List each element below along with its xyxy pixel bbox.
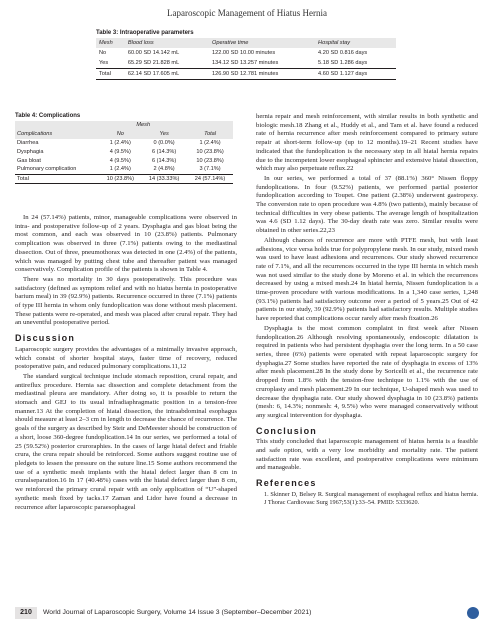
table-row bbox=[15, 147, 233, 156]
paragraph: In 24 (57.14%) patients, minor, manageable complications were observed in intra- and postoperative follow-up of 2 years. Dysphagia and gas bloat being the most common, and each was observed in 10 (23.8%) patients. Pulmonary complication was observed in three (7.1%) patients owing to the mediastinal dissection. Out of three, pneumothorax was detected in one (2.4%) of the patients, which was managed by putting chest tube and thereafter patient was managed conservatively. Complication profile of the patients is shown in Table 4. bbox=[15, 214, 237, 274]
table-cell: 60.00 SD 14.142 mL bbox=[127, 50, 180, 56]
table-cell: Yes bbox=[99, 60, 109, 66]
table-cell: 10 (23.8%) bbox=[196, 157, 224, 164]
table-cell: 14 (33.33%) bbox=[141, 174, 187, 184]
table-cell: 126.90 SD 12.781 minutes bbox=[209, 69, 315, 80]
running-head: Laparoscopic Management of Hiatus Hernia bbox=[167, 8, 327, 18]
header-spacer bbox=[15, 121, 99, 130]
column-header: Total bbox=[187, 130, 233, 139]
mesh-group-header: Mesh bbox=[99, 121, 187, 130]
table-cell: 1 (2.4%) bbox=[109, 139, 131, 146]
column-header: Hospital stay bbox=[315, 38, 396, 48]
table-3-caption: Table 3: Intraoperative parameters bbox=[96, 30, 194, 36]
column-header: Mesh bbox=[96, 38, 125, 48]
table-row bbox=[15, 156, 233, 165]
references-heading: References bbox=[256, 478, 317, 489]
table-row-total bbox=[96, 69, 396, 80]
right-column bbox=[256, 113, 478, 508]
table-row bbox=[96, 58, 396, 69]
table-cell: Gas bloat bbox=[17, 157, 41, 164]
conclusion-heading: Conclusion bbox=[256, 425, 317, 436]
table-cell: 6 (14.3%) bbox=[151, 148, 177, 155]
column-header: No bbox=[99, 130, 141, 139]
reference-item: 1. Skinner D, Belsey R. Surgical management of esophageal reflux and hiatus hernia. J Thorac Cardiovasc Surg 1967;53(1):33–54. PMID: 5333620. bbox=[264, 490, 478, 506]
page-footer bbox=[15, 607, 479, 619]
table-cell: 4 (9.5%) bbox=[109, 157, 131, 164]
paragraph: In our series, we performed a total of 37 (88.1%) 360° Nissen floppy fundoplications. In four (9.52%) patients, we performed partial posterior fundoplication according to Toupet. One patient (2.38%) underwent gastropexy. The conversion rate to open procedure was 4.8% (two patients), mainly because of technical difficulties in very obese patients. The average length of hospitalization was 4.6 (SD 1.12 days). The 30-day death rate was zero. Similar results were obtained in other series.22,23 bbox=[256, 174, 478, 235]
paragraph: Although chances of recurrence are more with PTFE mesh, but with least adhesions, vice versa holds true for polypropylene mesh. In our study, mixed mesh was used to have least adhesions and recurrences. Our study showed recurrence rate of 7.1%, and all the recurrences occurred in the type III hernia in which mesh was not used similar to the study done by Moreno et al. in which the recurrences decreased by using a mixed mesh.24 In hiatal hernia, Nissen fundoplication is a time-proven procedure with various modifications. In a 1,340 case series, 1,248 (93.1%) patients had satisfactory outcome over a period of 5 years.25 Out of 42 patients in our study, 39 (92.9%) patients had satisfactory results. Multiple studies have reported that complications occur rarely after mesh fixation.26 bbox=[256, 236, 478, 323]
table-cell: 4.60 SD 1.127 days bbox=[315, 69, 396, 80]
column-header: Operative time bbox=[209, 38, 315, 48]
page-number: 210 bbox=[15, 607, 37, 619]
complications-table bbox=[15, 121, 233, 184]
journal-citation: World Journal of Laparoscopic Surgery, Volume 14 Issue 3 (September–December 2021) bbox=[43, 609, 312, 616]
table-4-caption: Table 4: Complications bbox=[15, 113, 81, 119]
table-cell: 4.20 SD 0.816 days bbox=[318, 50, 368, 56]
table-cell: No bbox=[99, 50, 107, 56]
table-cell: Pulmonary complication bbox=[17, 166, 77, 173]
table-cell: 10 (23.8%) bbox=[99, 174, 141, 184]
table-cell: Diarrhea bbox=[17, 139, 39, 146]
intraoperative-table bbox=[96, 38, 396, 80]
column-header: Complications bbox=[15, 130, 99, 139]
column-header: Yes bbox=[141, 130, 187, 139]
paragraph: This study concluded that laparoscopic management of hiatus hernia is a feasible and safe option, with a very low morbidity and mortality rate. The patient satisfaction rate was excellent, and postoperative complications were minimum and manageable. bbox=[256, 438, 478, 472]
table-cell: 2 (4.8%) bbox=[153, 166, 175, 173]
left-column bbox=[15, 214, 237, 513]
journal-logo-icon bbox=[467, 607, 479, 619]
table-cell: 1 (2.4%) bbox=[199, 139, 221, 146]
paragraph: Laparoscopic surgery provides the advantages of a minimally invasive approach, which consist of shorter hospital stays, faster time of recovery, reduced postoperative pain, and reduced pulmonary complications.11,12 bbox=[15, 345, 237, 371]
header-spacer bbox=[187, 121, 233, 130]
table-3 bbox=[96, 30, 396, 80]
paragraph: There was no mortality in 30 days postoperatively. This procedure was satisfactory (defined as symptom relief and with no hiatus hernia in postoperative barium meal) in 39 (92.9%) patients. Recurrence occurred in three (7.1%) patients of type III hernia in whom only fundoplication was done without mesh placement. These patients were re-operated, and mesh was placed after crural repair. They had an uneventful postoperative period. bbox=[15, 275, 237, 327]
table-row bbox=[15, 165, 233, 174]
table-cell: Total bbox=[96, 69, 125, 80]
table-row-total bbox=[15, 174, 233, 184]
table-row bbox=[96, 48, 396, 58]
table-cell: Dysphagia bbox=[17, 148, 44, 155]
table-cell: 3 (7.1%) bbox=[199, 166, 221, 173]
table-cell: 4 (9.5%) bbox=[109, 148, 131, 155]
table-cell: 0 (0.0%) bbox=[153, 139, 175, 146]
table-cell: 5.18 SD 1.286 days bbox=[318, 60, 368, 66]
table-cell: 1 (2.4%) bbox=[109, 166, 131, 173]
table-cell: 62.14 SD 17.605 mL bbox=[125, 69, 209, 80]
paragraph: hernia repair and mesh reinforcement, with similar results in both synthetic and biologic mesh.18 Zhang et al., Huddy et al., and Tam et al. have found a reduced rate of hernia recurrence after mesh reinforcement compared to primary suture repair at short-term follow-up (up to 12 months).19–21 Recent studies have indicated that the fundoplication is the necessary step in all hiatal hernia repairs due to the incompetent lower esophageal sphincter and extensive hiatal dissection, which may also perpetuate reflux.22 bbox=[256, 113, 478, 173]
table-cell: 6 (14.3%) bbox=[151, 157, 177, 164]
paragraph: The standard surgical technique include stomach reposition, crural repair, and antireflux procedure. Hernia sac dissection and complete detachment from the mediastinal pleura are mandatory. After doing so, it is possible to return the stomach and GEJ to its usual infradiaphragmatic position in a tension-free manner.13 At the completion of hiatal dissection, the intraabdominal esophagus should measure at least 2–3 cm in length to decrease the chance of recurrence. The goals of the surgery as described by Steir and DeMeester should be construction of a short, loose 360-degree fundoplication.14 In our series, we performed a total of 25 (59.52%) posterior cruroraphies. In the cases of large hiatal defect and friable crura, the crura repair should be reinforced. Some authors suggest routine use of pledgets to lessen the pressure on the suture line.15 Some authors recommend the use of a synthetic mesh implants with the hiatal defect larger than 8 cm in cruralseparation.16 In 17 (40.48%) cases with the hiatal defect larger than 8 cm, we reinforced the primary crural repair with an only application of “U”-shaped synthetic mesh fixed by tacks.17 Zaman and Lidor have found a decrease in recurrence after laparoscopic paraesophageal bbox=[15, 372, 237, 511]
table-cell: 122.00 SD 10.00 minutes bbox=[212, 50, 276, 56]
table-cell: Total bbox=[15, 174, 99, 184]
table-4 bbox=[15, 113, 233, 184]
table-cell: 65.29 SD 21.828 mL bbox=[127, 60, 180, 66]
table-cell: 10 (23.8%) bbox=[196, 148, 224, 155]
paragraph: Dysphagia is the most common complaint in first week after Nissen fundoplication.26 Although resolving spontaneously, endoscopic dilatation is required in patients who had persistent dysphagia over the long term. In a 50 case series, three (6%) patients were operated with repeat laparoscopic surgery for dysphagia.27 Some studies have reported the rate of dysphagia in excess of 13% after mesh placement.28 In the study done by Soricelli et al., the recurrence rate dropped from 1.8% with the tension-free technique to 1.1% with the use of cruroplasty and mesh placement.29 In our technique, U-shaped mesh was used to decrease the dysphagia rate. Our study showed dysphagia in 10 (23.8%) patients (mesh: 6, 14.3%; nonmesh: 4, 9.5%) who were managed conservatively without any surgical intervention for dysphagia. bbox=[256, 324, 478, 419]
table-cell: 134.12 SD 13.257 minutes bbox=[212, 60, 279, 66]
discussion-heading: Discussion bbox=[15, 333, 76, 344]
table-row bbox=[15, 139, 233, 148]
column-header: Blood loss bbox=[125, 38, 209, 48]
table-cell: 24 (57.14%) bbox=[187, 174, 233, 184]
